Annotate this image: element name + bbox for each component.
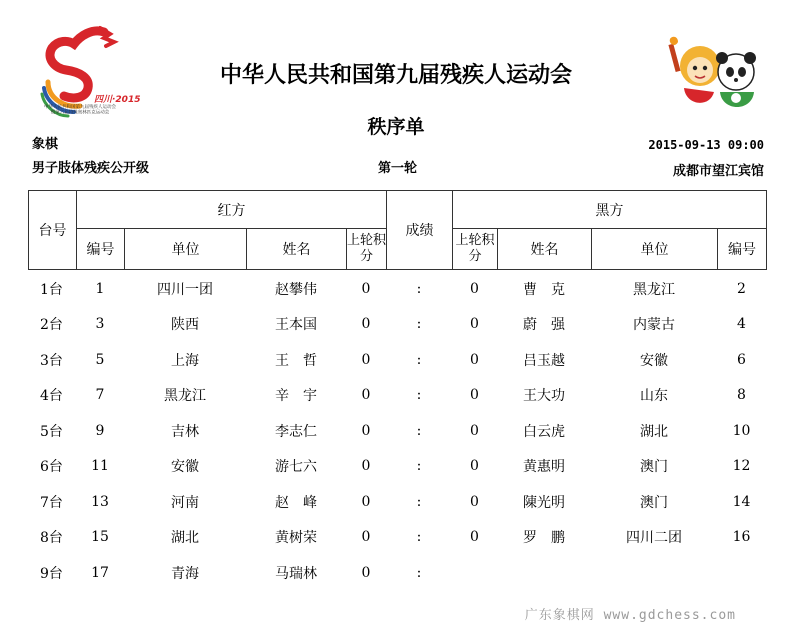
table-row [28, 520, 766, 556]
cell-red-score: 0 [361, 316, 371, 333]
cell-red-score: 0 [361, 387, 371, 404]
cell-board: 1台 [40, 281, 63, 298]
pairing-table-header [28, 190, 767, 270]
cell-red-score: 0 [361, 422, 371, 439]
cell-sep: : [416, 564, 422, 581]
cell-black-no: 10 [732, 422, 751, 439]
cell-red-name: 游七六 [275, 459, 317, 476]
page-subtitle: 秩序单 [367, 116, 425, 138]
table-row [28, 307, 766, 343]
cell-black-unit: 黑龙江 [633, 281, 675, 298]
cell-red-name: 赵攀伟 [275, 281, 317, 298]
cell-red-score: 0 [361, 493, 371, 510]
cell-red-score: 0 [361, 458, 371, 475]
cell-board: 7台 [40, 494, 63, 511]
page-title: 中华人民共和国第九届残疾人运动会 [219, 63, 572, 88]
group-name: 男子肢体残疾公开级 [32, 161, 150, 176]
cell-black-no: 4 [737, 316, 746, 333]
cell-red-no: 5 [95, 351, 105, 368]
cell-board: 3台 [40, 352, 63, 369]
header-red-name: 姓名 [247, 229, 347, 270]
cell-red-no: 1 [95, 280, 105, 297]
logo-text: 四川·2015 [94, 95, 141, 105]
cell-black-unit: 湖北 [640, 423, 668, 440]
cell-black-unit: 山东 [640, 388, 668, 405]
header-black-side: 黑方 [453, 191, 767, 229]
cell-black-unit: 内蒙古 [633, 317, 675, 334]
cell-board: 5台 [40, 423, 63, 440]
header-red-prev-score: 上轮积分 [347, 229, 387, 270]
header-board: 台号 [29, 191, 77, 270]
cell-red-no: 7 [95, 387, 105, 404]
cell-black-no [717, 555, 766, 591]
cell-red-no: 17 [91, 564, 109, 581]
cell-red-unit: 陕西 [171, 317, 199, 334]
cell-red-unit: 河南 [171, 494, 199, 511]
cell-black-name: 王大功 [523, 388, 565, 405]
cell-black-name [497, 555, 591, 591]
cell-black-score: 0 [470, 351, 479, 368]
cell-black-name: 蔚 强 [523, 317, 565, 334]
cell-black-unit: 安徽 [640, 352, 668, 369]
cell-black-no: 14 [732, 493, 751, 510]
cell-black-no: 8 [737, 387, 746, 404]
cell-red-name: 王 哲 [275, 352, 317, 369]
watermark: 广东象棋网 www.gdchess.com [524, 608, 736, 623]
cell-board: 6台 [40, 459, 63, 476]
header-result: 成绩 [387, 191, 453, 270]
cell-board: 4台 [40, 388, 63, 405]
cell-black-name: 罗 鹏 [523, 530, 565, 547]
round-label: 第一轮 [378, 161, 418, 176]
cell-black-unit [591, 555, 717, 591]
header-red-side: 红方 [77, 191, 387, 229]
header-black-prev-score: 上轮积分 [453, 229, 498, 270]
cell-board: 2台 [40, 317, 63, 334]
cell-red-name: 马瑞林 [275, 565, 317, 582]
cell-red-unit: 黑龙江 [164, 388, 206, 405]
cell-red-name: 赵 峰 [275, 494, 317, 511]
header-black-number: 编号 [718, 229, 767, 270]
cell-black-no: 2 [737, 280, 746, 297]
cell-black-score: 0 [470, 422, 479, 439]
cell-red-name: 辛 宇 [275, 388, 317, 405]
cell-black-unit: 澳门 [640, 459, 668, 476]
cell-black-name: 陳光明 [523, 494, 565, 511]
cell-black-score [452, 555, 497, 591]
cell-red-score: 0 [361, 564, 371, 581]
cell-red-score: 0 [361, 280, 371, 297]
pairing-table-body [28, 271, 766, 591]
cell-black-no: 6 [737, 351, 746, 368]
cell-red-unit: 安徽 [171, 459, 199, 476]
table-row [28, 378, 766, 414]
cell-sep: : [416, 387, 422, 404]
cell-red-no: 9 [95, 422, 105, 439]
cell-black-score: 0 [470, 387, 479, 404]
cell-black-name: 吕玉越 [523, 352, 565, 369]
cell-red-no: 13 [91, 493, 109, 510]
cell-sep: : [416, 422, 422, 439]
cell-black-score: 0 [470, 529, 479, 546]
cell-red-score: 0 [361, 351, 371, 368]
cell-red-no: 11 [91, 458, 109, 475]
header-red-unit: 单位 [125, 229, 247, 270]
cell-sep: : [416, 280, 422, 297]
cell-red-unit: 湖北 [171, 530, 199, 547]
cell-black-unit: 四川二团 [626, 530, 682, 547]
table-row [28, 342, 766, 378]
cell-red-no: 3 [95, 316, 105, 333]
table-row [28, 271, 766, 307]
cell-board: 9台 [40, 565, 63, 582]
cell-red-name: 王本国 [275, 317, 317, 334]
cell-red-unit: 四川一团 [157, 281, 213, 298]
cell-red-unit: 青海 [171, 565, 199, 582]
cell-sep: : [416, 351, 422, 368]
cell-sep: : [416, 529, 422, 546]
table-row [28, 484, 766, 520]
cell-black-score: 0 [470, 316, 479, 333]
cell-black-name: 白云虎 [523, 423, 565, 440]
venue: 成都市望江宾馆 [672, 164, 764, 179]
cell-red-no: 15 [91, 529, 109, 546]
cell-red-name: 李志仁 [275, 423, 317, 440]
table-row [28, 449, 766, 485]
cell-red-name: 黄树荣 [275, 530, 317, 547]
cell-sep: : [416, 316, 422, 333]
header-red-number: 编号 [77, 229, 125, 270]
table-row [28, 413, 766, 449]
header-black-name: 姓名 [498, 229, 592, 270]
cell-sep: : [416, 493, 422, 510]
cell-board: 8台 [40, 530, 63, 547]
cell-black-no: 12 [732, 458, 751, 475]
cell-black-name: 曹 克 [523, 281, 565, 298]
cell-sep: : [416, 458, 422, 475]
datetime: 2015-09-13 09:00 [648, 138, 764, 152]
cell-black-no: 16 [732, 529, 751, 546]
cell-black-score: 0 [470, 280, 479, 297]
cell-black-score: 0 [470, 493, 479, 510]
logo-caption-line-1: 中华人民共和国第九届残疾人运动会 [43, 104, 116, 110]
cell-black-unit: 澳门 [640, 494, 668, 511]
cell-red-score: 0 [361, 529, 371, 546]
logo-caption-line-2: 暨第六届特殊奥林匹克运动会 [50, 110, 110, 116]
event-name: 象棋 [32, 137, 59, 152]
table-row [28, 555, 766, 591]
header-black-unit: 单位 [592, 229, 718, 270]
cell-red-unit: 上海 [171, 352, 199, 369]
cell-red-unit: 吉林 [171, 423, 199, 440]
cell-black-score: 0 [470, 458, 479, 475]
cell-black-name: 黄惠明 [523, 459, 565, 476]
